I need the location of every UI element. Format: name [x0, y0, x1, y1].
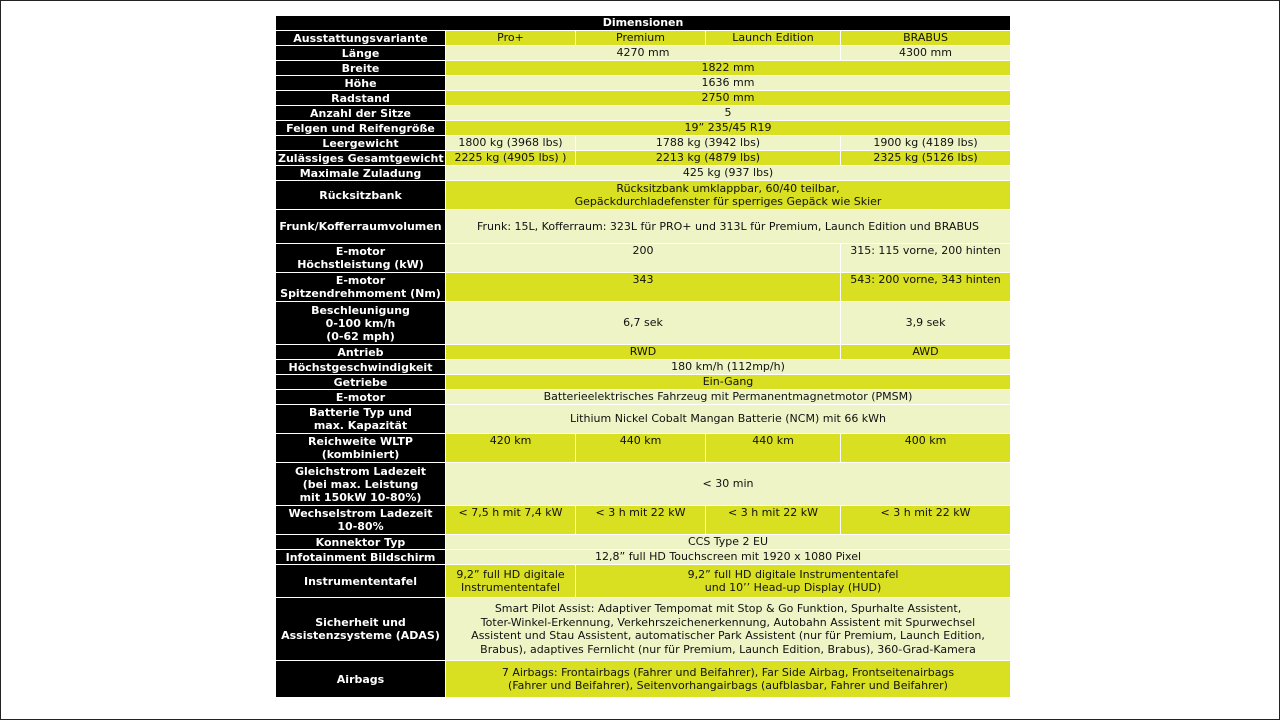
cell-line: Rücksitzbank umklappbar, 60/40 teilbar,: [616, 181, 840, 195]
specifications-table: [275, 15, 1011, 698]
cell-value: 3,9 sek: [841, 302, 1011, 345]
row-label-line: 0-100 km/h: [325, 316, 396, 330]
table-row: [276, 31, 1011, 46]
cell-value: 180 km/h (112mp/h): [446, 360, 1011, 375]
table-row: [276, 244, 1011, 273]
cell-value: 4300 mm: [841, 46, 1011, 61]
variant-pro-plus: Pro+: [446, 31, 576, 46]
cell-value: < 3 h mit 22 kW: [576, 506, 706, 535]
cell-value: 2750 mm: [446, 91, 1011, 106]
row-label-line: Assistenzsysteme (ADAS): [281, 629, 440, 642]
table-row: [276, 210, 1011, 244]
variant-brabus: BRABUS: [841, 31, 1011, 46]
cell-value: 315: 115 vorne, 200 hinten: [841, 244, 1011, 273]
table-row: [276, 360, 1011, 375]
cell-line: Smart Pilot Assist: Adaptiver Tempomat mit Stop & Go Funktion, Spurhalte Assistent,: [494, 602, 962, 615]
cell-value: 1900 kg (4189 lbs): [841, 136, 1011, 151]
variant-launch-edition: Launch Edition: [706, 31, 841, 46]
row-label: Maximale Zuladung: [276, 166, 446, 181]
cell-value: [576, 565, 1011, 598]
row-label-line: (0-62 mph): [326, 329, 395, 343]
row-label: Zulässiges Gesamtgewicht: [276, 151, 446, 166]
row-label: [276, 434, 446, 463]
table-row: [276, 535, 1011, 550]
row-label-line: Höchstleistung (kW): [297, 258, 424, 271]
cell-value: 2325 kg (5126 lbs): [841, 151, 1011, 166]
cell-value: < 3 h mit 22 kW: [706, 506, 841, 535]
table-row: [276, 434, 1011, 463]
cell-value: 19” 235/45 R19: [446, 121, 1011, 136]
row-label: Airbags: [276, 661, 446, 698]
cell-value: 400 km: [841, 434, 1011, 463]
row-label-line: max. Kapazität: [313, 419, 408, 432]
row-label: Breite: [276, 61, 446, 76]
table-row: [276, 273, 1011, 302]
cell-value: 440 km: [706, 434, 841, 463]
table-row: [276, 166, 1011, 181]
cell-line: Gepäckdurchladefenster für sperriges Gepäck wie Skier: [574, 195, 882, 208]
cell-line: 9,2” full HD digitale: [456, 567, 565, 581]
cell-value: [446, 181, 1011, 210]
row-label: Radstand: [276, 91, 446, 106]
cell-value: 2213 kg (4879 lbs): [576, 151, 841, 166]
table-row: [276, 550, 1011, 565]
cell-value: AWD: [841, 345, 1011, 360]
row-label: Anzahl der Sitze: [276, 106, 446, 121]
row-label: [276, 506, 446, 535]
cell-value: 6,7 sek: [446, 302, 841, 345]
cell-line: Toter-Winkel-Erkennung, Verkehrszeichenerkennung, Autobahn Assistent mit Spurwechsel: [480, 615, 976, 629]
cell-value: Batterieelektrisches Fahrzeug mit Permanentmagnetmotor (PMSM): [446, 390, 1011, 405]
row-label-line: Reichweite WLTP: [308, 435, 413, 448]
cell-value: RWD: [446, 345, 841, 360]
cell-value: 343: [446, 273, 841, 302]
table-row: [276, 405, 1011, 434]
table-row: [276, 106, 1011, 121]
table-title: Dimensionen: [276, 16, 1011, 31]
cell-value: 1636 mm: [446, 76, 1011, 91]
row-label-line: 10-80%: [337, 520, 384, 533]
row-label: Länge: [276, 46, 446, 61]
cell-value: [446, 661, 1011, 698]
row-label-line: (kombiniert): [321, 448, 400, 461]
table-row: [276, 390, 1011, 405]
row-label: Infotainment Bildschirm: [276, 550, 446, 565]
row-label: Getriebe: [276, 375, 446, 390]
row-label: Höhe: [276, 76, 446, 91]
row-label: [276, 302, 446, 345]
row-label-line: Gleichstrom Ladezeit: [294, 464, 427, 478]
row-label: [276, 273, 446, 302]
cell-line: und 10’’ Head-up Display (HUD): [704, 581, 882, 594]
row-label: Antrieb: [276, 345, 446, 360]
cell-line: Instrumententafel: [460, 581, 560, 594]
row-label-line: Beschleunigung: [311, 303, 410, 317]
cell-value: < 7,5 h mit 7,4 kW: [446, 506, 576, 535]
cell-value: [446, 565, 576, 598]
cell-value: 4270 mm: [446, 46, 841, 61]
cell-value: 200: [446, 244, 841, 273]
table-row: [276, 181, 1011, 210]
cell-value: 420 km: [446, 434, 576, 463]
cell-value: 543: 200 vorne, 343 hinten: [841, 273, 1011, 302]
table-row: [276, 302, 1011, 345]
cell-value: 440 km: [576, 434, 706, 463]
cell-value: Ein-Gang: [446, 375, 1011, 390]
cell-line: 9,2” full HD digitale Instrumententafel: [687, 567, 899, 581]
row-label: Ausstattungsvariante: [276, 31, 446, 46]
cell-value: Lithium Nickel Cobalt Mangan Batterie (NCM) mit 66 kWh: [446, 405, 1011, 434]
row-label-line: Wechselstrom Ladezeit: [288, 507, 433, 520]
row-label: Leergewicht: [276, 136, 446, 151]
cell-value: CCS Type 2 EU: [446, 535, 1011, 550]
cell-value: 1822 mm: [446, 61, 1011, 76]
table-row: [276, 61, 1011, 76]
table-row: [276, 136, 1011, 151]
cell-value: < 3 h mit 22 kW: [841, 506, 1011, 535]
table-row: [276, 598, 1011, 661]
cell-line: Assistent und Stau Assistent, automatischer Park Assistent (nur für Premium, Launch Edition,: [471, 629, 985, 642]
cell-value: 12,8” full HD Touchscreen mit 1920 x 1080 Pixel: [446, 550, 1011, 565]
row-label-line: Sicherheit und: [315, 616, 406, 629]
table-row: [276, 91, 1011, 106]
row-label-line: Batterie Typ und: [309, 406, 412, 419]
cell-line: (Fahrer und Beifahrer), Seitenvorhangairbags (aufblasbar, Fahrer und Beifahrer): [508, 679, 948, 692]
row-label: Felgen und Reifengröße: [276, 121, 446, 136]
row-label: [276, 244, 446, 273]
table-row: [276, 151, 1011, 166]
table-row: [276, 565, 1011, 598]
row-label-line: Spitzendrehmoment (Nm): [280, 287, 441, 300]
row-label: [276, 405, 446, 434]
row-label: [276, 598, 446, 661]
table-row: [276, 46, 1011, 61]
cell-line: 7 Airbags: Frontairbags (Fahrer und Beifahrer), Far Side Airbag, Frontseitenairbags: [501, 665, 955, 679]
row-label: Höchstgeschwindigkeit: [276, 360, 446, 375]
row-label: Konnektor Typ: [276, 535, 446, 550]
cell-line: Brabus), adaptives Fernlicht (nur für Premium, Launch Edition, Brabus), 360-Grad-Kamera: [480, 642, 976, 656]
cell-value: 1788 kg (3942 lbs): [576, 136, 841, 151]
variant-premium: Premium: [576, 31, 706, 46]
row-label-line: E-motor: [335, 245, 386, 258]
cell-value: Frunk: 15L, Kofferraum: 323L für PRO+ und 313L für Premium, Launch Edition und BRABUS: [446, 210, 1011, 244]
table-row: [276, 463, 1011, 506]
table-row: [276, 506, 1011, 535]
row-label: [276, 463, 446, 506]
row-label-line: mit 150kW 10-80%): [299, 490, 422, 504]
table-row: [276, 121, 1011, 136]
cell-value: 1800 kg (3968 lbs): [446, 136, 576, 151]
cell-value: < 30 min: [446, 463, 1011, 506]
table-row: [276, 375, 1011, 390]
row-label: Rücksitzbank: [276, 181, 446, 210]
row-label: Frunk/Kofferraumvolumen: [276, 210, 446, 244]
row-label-line: E-motor: [335, 274, 386, 287]
cell-value: 2225 kg (4905 lbs) ): [446, 151, 576, 166]
cell-value: 5: [446, 106, 1011, 121]
row-label: E-motor: [276, 390, 446, 405]
cell-value: [446, 598, 1011, 661]
table-row: [276, 345, 1011, 360]
table-row: [276, 76, 1011, 91]
row-label: Instrumententafel: [276, 565, 446, 598]
cell-value: 425 kg (937 lbs): [446, 166, 1011, 181]
table-row: [276, 661, 1011, 698]
row-label-line: (bei max. Leistung: [302, 477, 419, 491]
